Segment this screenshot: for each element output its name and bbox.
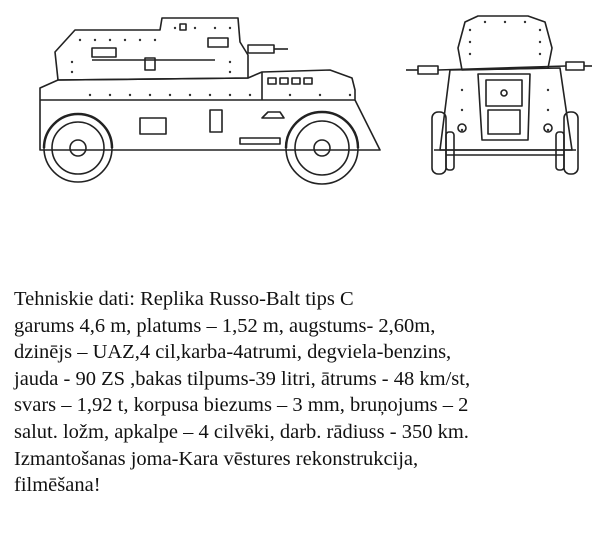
side-bonnet-vents — [268, 78, 312, 84]
side-rear-wheel — [44, 114, 112, 182]
side-step — [240, 138, 280, 144]
front-wheel-right-inner — [556, 132, 564, 170]
side-hatch-right — [208, 38, 228, 47]
front-wheel-left-inner — [446, 132, 454, 170]
side-front-wheel — [286, 112, 358, 184]
side-machine-gun — [248, 45, 288, 53]
side-door-b — [210, 110, 222, 132]
side-hatch-left — [92, 48, 116, 57]
caption-line: filmēšana! — [14, 474, 101, 497]
side-view — [40, 18, 380, 184]
caption-line: garums 4,6 m, platums – 1,52 m, augstums- 2,60m, — [14, 314, 436, 337]
caption-line: svars – 1,92 t, korpusa biezums – 3 mm, bruņojums – 2 — [14, 394, 469, 417]
front-view — [406, 16, 592, 174]
front-turret — [458, 16, 552, 70]
caption-line: dzinējs – UAZ,4 cil,karba-4atrumi, degviela-benzins, — [14, 341, 452, 364]
side-turret-window — [180, 24, 186, 30]
side-door-a — [140, 118, 166, 134]
caption-line: Izmantošanas joma-Kara vēstures rekonstrukcija, — [14, 447, 419, 470]
technical-data-caption — [14, 286, 604, 499]
caption-line: salut. ložm, apkalpe – 4 cilvēki, darb. rādiuss - 350 km. — [14, 420, 469, 443]
caption-line: jauda - 90 ZS ,bakas tilpums-39 litri, ātrums - 48 km/st, — [14, 367, 471, 390]
caption-line: Tehniskie dati: Replika Russo-Balt tips C — [14, 288, 354, 310]
